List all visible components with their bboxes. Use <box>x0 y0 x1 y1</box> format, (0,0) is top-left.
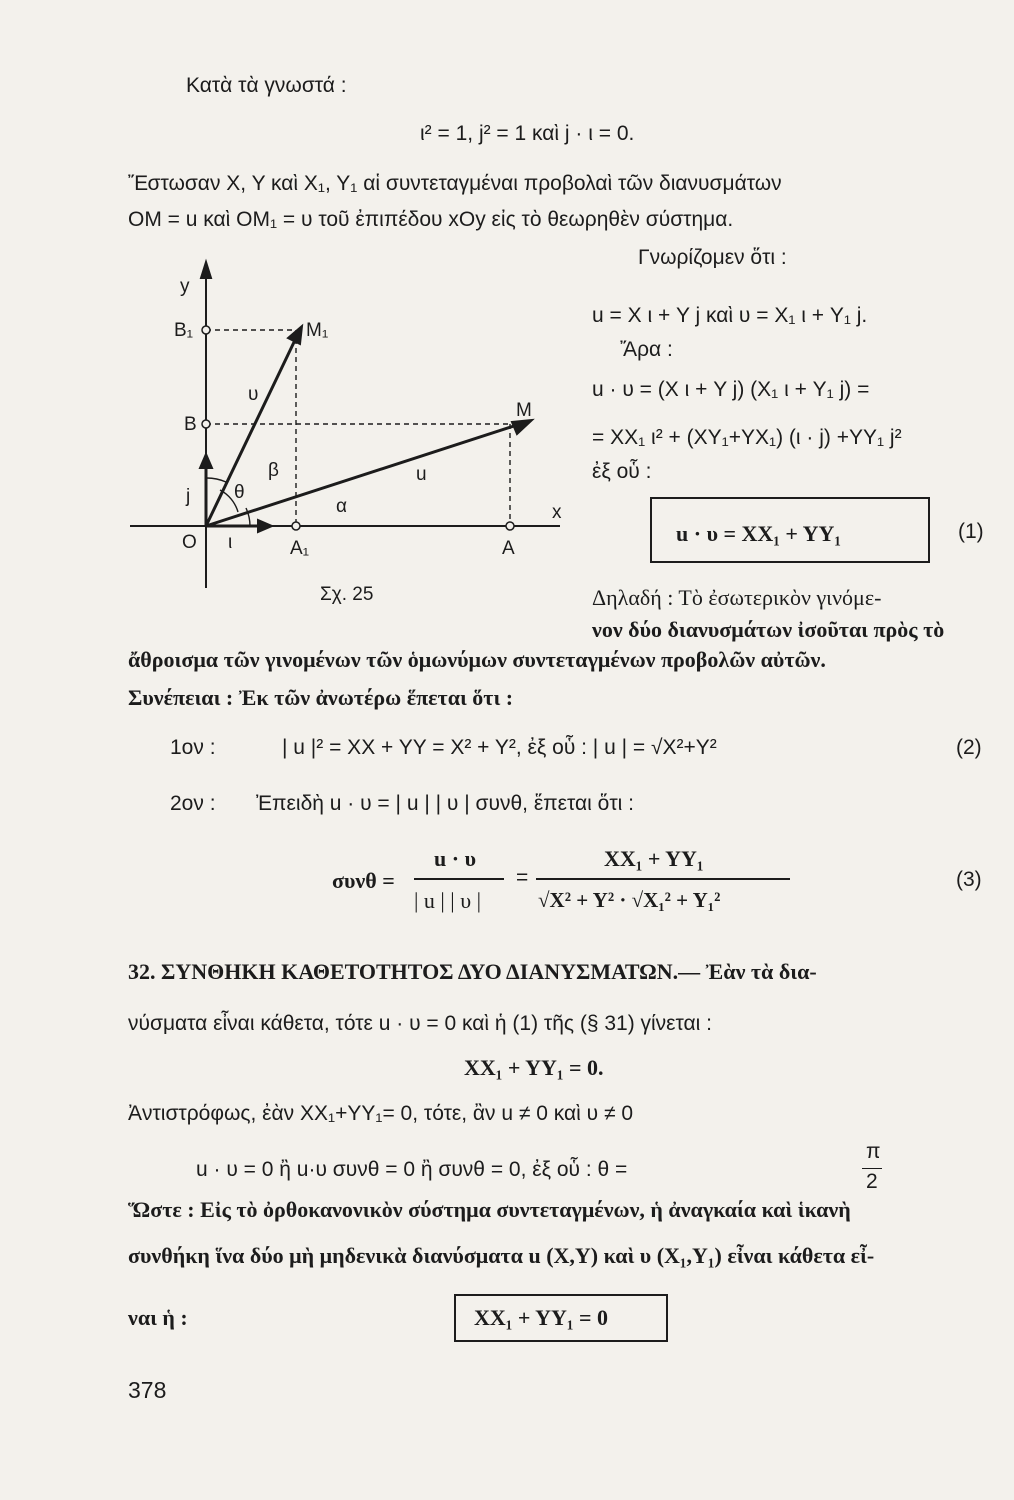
hence-line-1: Ὥστε : Εἰς τὸ ὀρθοκανονικὸν σύστημα συντεταγμένων, ἡ ἀναγκαία καὶ ἱκανὴ <box>128 1197 851 1222</box>
label-b: B <box>184 414 197 435</box>
first-label: 1ον : <box>170 736 216 759</box>
figure-25 <box>120 258 600 618</box>
vector-v-line <box>206 338 296 526</box>
that-is-1 <box>592 584 881 612</box>
label-v: υ <box>248 384 259 405</box>
perpendicular-equation: XX₁ + YY₁ = 0. <box>464 1055 604 1080</box>
hence-line-3: ναι ἡ : <box>128 1305 188 1330</box>
om-line: OM = u καὶ OM₁ = υ τοῦ ἐπιπέδου xOy εἰς τὸ θεωρηθὲν σύστημα. <box>128 208 734 231</box>
eq1-number: (1) <box>958 520 984 543</box>
unit-i-arrow <box>258 520 272 532</box>
unit-relations: ι² = 1, j² = 1 καὶ j · ι = 0. <box>420 122 635 145</box>
cos-numerator-1: u · υ <box>434 846 476 871</box>
section-32-line-2: νύσματα εἶναι κάθετα, τότε u · υ = 0 καὶ ἡ (1) τῆς (§ 31) γίνεται : <box>128 1012 713 1035</box>
intro-known: Κατὰ τὰ γνωστά : <box>186 74 347 97</box>
angle-beta-arc <box>206 478 226 482</box>
consequences-text: Συνέπειαι : Ἐκ τῶν ἀνωτέρω ἕπεται ὅτι : <box>128 685 514 710</box>
label-m: M <box>516 400 532 421</box>
label-j: j <box>186 486 191 507</box>
label-theta: θ <box>234 482 245 503</box>
pi-fraction-bar <box>862 1168 882 1169</box>
label-a: A <box>502 538 515 559</box>
second-text: Ἐπειδὴ u · υ = | u | | υ | συνθ, ἕπεται ὅτι : <box>256 792 634 815</box>
product-line-1: u · υ = (X ι + Y j) (X₁ ι + Y₁ j) = <box>592 378 870 401</box>
label-beta: β <box>268 460 279 481</box>
that-is-1-text: Δηλαδή : Τὸ ἐσωτερικὸν γινόμε- <box>592 585 882 610</box>
consequences <box>128 684 513 712</box>
vector-u-arrow <box>512 420 532 434</box>
label-origin: O <box>182 532 197 553</box>
vector-v-arrow <box>288 326 302 344</box>
point-b <box>202 420 210 428</box>
second-label: 2ον : <box>170 792 216 815</box>
point-a <box>506 522 514 530</box>
vector-u-line <box>206 424 520 526</box>
let-line: Ἔστωσαν X, Y καὶ X₁, Y₁ αἱ συντεταγμέναι προβολαὶ τῶν διανυσμάτων <box>128 172 782 195</box>
cos-denominator-2: √X² + Y² · √X₁² + Y₁² <box>538 888 721 912</box>
eq2-number: (2) <box>956 736 982 759</box>
we-know: Γνωρίζομεν ὅτι : <box>638 246 787 269</box>
first-equation: | u |² = XX + YY = X² + Y², ἐξ οὗ : | u | = √X²+Y² <box>282 736 717 759</box>
cos-lhs: συνθ = <box>332 868 395 893</box>
eq3-number: (3) <box>956 868 982 891</box>
point-b1 <box>202 326 210 334</box>
y-axis-arrow <box>201 262 211 278</box>
converse-line-1: Ἀντιστρόφως, ἐὰν XX₁+YY₁= 0, τότε, ἂν u ≠ 0 καὶ υ ≠ 0 <box>128 1102 634 1125</box>
label-a1: A₁ <box>290 538 310 559</box>
that-is-3: ἄθροισμα τῶν γινομένων τῶν ὁμωνύμων συντεταγμένων προβολῶν αὐτῶν. <box>128 647 826 672</box>
product-line-2: = XX₁ ι² + (XY₁+YX₁) (ι · j) +YY₁ j² <box>592 426 902 449</box>
page-number: 378 <box>128 1377 167 1403</box>
figure-caption: Σχ. 25 <box>320 584 374 605</box>
cos-numerator-2: XX₁ + YY₁ <box>604 846 704 871</box>
cos-denominator-1: | u | | υ | <box>414 888 482 913</box>
label-y: y <box>180 276 190 297</box>
label-m1: M₁ <box>306 320 329 341</box>
section-32-heading: 32. ΣΥΝΘΗΚΗ ΚΑΘΕΤΟΤΗΤΟΣ ΔΥΟ ΔΙΑΝΥΣΜΑΤΩΝ.— Ἐὰν τὰ δια- <box>128 959 817 984</box>
whence: ἐξ οὗ : <box>592 460 652 483</box>
eq1: u · υ = XX₁ + YY₁ <box>676 521 841 546</box>
cos-fraction-bar-2 <box>536 878 790 880</box>
two-symbol: 2 <box>866 1170 878 1193</box>
label-alpha: α <box>336 496 347 517</box>
therefore: Ἄρα : <box>620 338 673 361</box>
unit-j-arrow <box>200 454 212 468</box>
final-equation: XX₁ + YY₁ = 0 <box>474 1305 608 1330</box>
that-is-2: νον δύο διανυσμάτων ἰσοῦται πρὸς τὸ <box>592 617 945 642</box>
point-a1 <box>292 522 300 530</box>
section-32-line-1 <box>128 958 817 986</box>
label-u: u <box>416 464 427 485</box>
decomposition: u = X ι + Y j καὶ υ = X₁ ι + Y₁ j. <box>592 304 868 327</box>
label-b1: B₁ <box>174 320 194 341</box>
converse-line-2: u · υ = 0 ἢ u·υ συνθ = 0 ἢ συνθ = 0, ἐξ οὗ : θ = <box>196 1158 628 1181</box>
pi-symbol: π <box>866 1140 881 1163</box>
label-i: ι <box>228 532 233 553</box>
label-x: x <box>552 502 562 523</box>
cos-equals: = <box>516 866 529 889</box>
hence-line-2: συνθήκη ἵνα δύο μὴ μηδενικὰ διανύσματα u (X,Y) καὶ υ (X₁,Y₁) εἶναι κάθετα εἶ- <box>128 1243 875 1268</box>
cos-fraction-bar-1 <box>414 878 504 880</box>
